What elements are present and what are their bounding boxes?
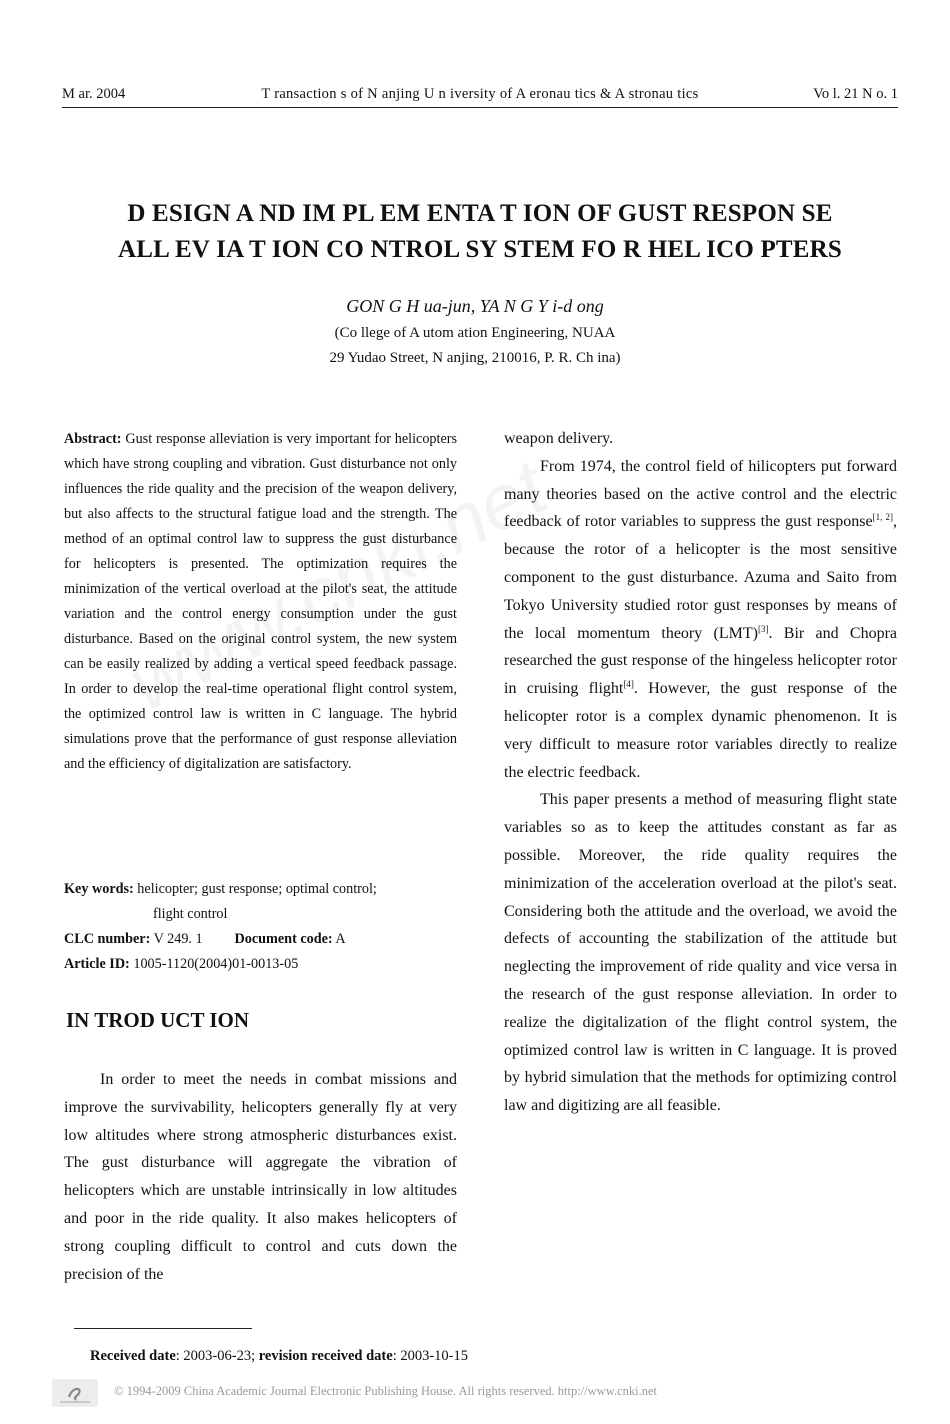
document-code-label: Document code: xyxy=(234,931,333,947)
introduction-right-column xyxy=(504,425,897,1120)
p2-text-c: . Bir and Chopra researched the gust response of the hingeless helicopter rotor in cruising flight xyxy=(504,624,897,698)
abstract-label: Abstract: xyxy=(64,431,122,447)
copyright-text: © 1994-2009 China Academic Journal Electronic Publishing House. All rights reserved. http://www.cnki.net xyxy=(114,1384,657,1398)
running-header xyxy=(62,86,898,106)
document-code-value: A xyxy=(332,931,346,947)
revision-label: revision received date xyxy=(258,1348,393,1364)
footnote-rule xyxy=(74,1328,252,1329)
clc-number xyxy=(64,927,457,952)
keywords-label: Key words: xyxy=(64,881,134,897)
citation-1-2: [1, 2] xyxy=(872,512,894,523)
title-line-1: D ESIGN A ND IM PL EM ENTA T ION OF GUST RESPON SE xyxy=(127,200,833,227)
footnote-dates xyxy=(90,1348,468,1365)
intro-paragraph-3: This paper presents a method of measuring flight state variables so as to keep the attitudes constant as far as possible. Moreover, the ride quality requires the minimization of the acceleration overload at the pilot's seat. Considering both the attitude and the overload, we avoid the defects of accounting the stabilization of the attitude but neglecting the improvement of ride quality and vice versa in the research of the gust response alleviation. In order to realize the digitalization of the flight control system, the optimized control law is written in C language. It is proved by hybrid simulation that the methods for optimizing control law and digitizing are all feasible. xyxy=(504,791,897,1115)
header-journal: T ransaction s of N anjing U n iversity of A eronau tics & A stronau tics xyxy=(261,86,699,102)
abstract xyxy=(64,427,457,777)
article-id xyxy=(64,952,457,977)
article-id-value: 1005-1120(2004)01-0013-05 xyxy=(129,956,299,972)
paper-title xyxy=(60,196,900,268)
p2-text-b: , because the rotor of a helicopter is the most sensitive component to the gust disturbance. Azuma and Saito from Tokyo University studied rotor gust responses by means of the local momentum theory (LMT) xyxy=(504,513,898,642)
intro-continuation: weapon delivery. xyxy=(504,430,614,447)
revision-value: : 2003-10-15 xyxy=(392,1348,469,1364)
intro-paragraph-1: In order to meet the needs in combat missions and improve the survivability, helicopters generally fly at very low altitudes where strong atmospheric disturbances exist. The gust disturbance will aggregate the vibration of helicopters which are unstable intrinsically in low altitudes and poor in the ride quality. It also makes helicopters of strong coupling difficult to control and cuts down the precision of the xyxy=(64,1071,457,1283)
affiliation-line-1: (Co llege of A utom ation Engineering, NUAA xyxy=(334,325,616,341)
p2-text-a: From 1974, the control field of hilicopters put forward many theories based on the active control and the electric feedback of rotor variables to suppress the gust response xyxy=(504,457,897,531)
abstract-text: Gust response alleviation is very important for helicopters which have strong coupling and vibration. Gust disturbance not only influences the ride quality and the precision of the weapon delivery, but also affects to the structural fatigue load and the strength. The method of an optimal control law to suppress the gust disturbance for helicopters is presented. The optimization requires the minimization of the vertical overload at the pilot's seat, the attitude variation and the control energy consumption under the gust disturbance. Based on the original control system, the new system can be easily realized by adding a vertical speed feedback passage. In order to develop the real-time operational flight control system, the optimized control law is written in C language. The hybrid simulations prove that the performance of gust response alleviation and the efficiency of digitalization are satisfactory. xyxy=(64,431,457,772)
header-date: M ar. 2004 xyxy=(62,86,126,102)
keywords xyxy=(64,877,457,902)
header-volume: Vo l. 21 N o. 1 xyxy=(813,86,898,102)
clc-label: CLC number: xyxy=(64,931,151,947)
keywords-block xyxy=(64,877,457,977)
intro-paragraph-2 xyxy=(504,453,897,787)
keywords-line-1: helicopter; gust response; optimal control; xyxy=(133,881,377,897)
introduction-left-column xyxy=(64,1066,457,1288)
section-heading-introduction: IN TROD UCT ION xyxy=(66,1008,250,1032)
publisher-logo-icon xyxy=(52,1379,98,1407)
title-line-2: ALL EV IA T ION CO NTROL SY STEM FO R HEL ICO PTERS xyxy=(117,236,843,263)
citation-3: [3] xyxy=(757,623,769,634)
clc-value: V 249. 1 xyxy=(150,931,203,947)
received-value: : 2003-06-23; xyxy=(175,1348,256,1364)
article-id-label: Article ID: xyxy=(64,956,130,972)
received-label: Received date xyxy=(90,1348,176,1364)
p2-text-d: . However, the gust response of the helicopter rotor is a complex dynamic phenomenon. It is very difficult to measure rotor variables directly to realize the electric feedback. xyxy=(504,680,898,781)
copyright-footer xyxy=(52,1382,898,1404)
citation-4: [4] xyxy=(623,679,634,690)
authors: GON G H ua-jun, YA N G Y i-d ong xyxy=(346,296,604,316)
keywords-line-2: flight control xyxy=(153,906,228,922)
header-rule xyxy=(62,107,898,108)
affiliation-line-2: 29 Yudao Street, N anjing, 210016, P. R. Ch ina) xyxy=(329,350,621,366)
